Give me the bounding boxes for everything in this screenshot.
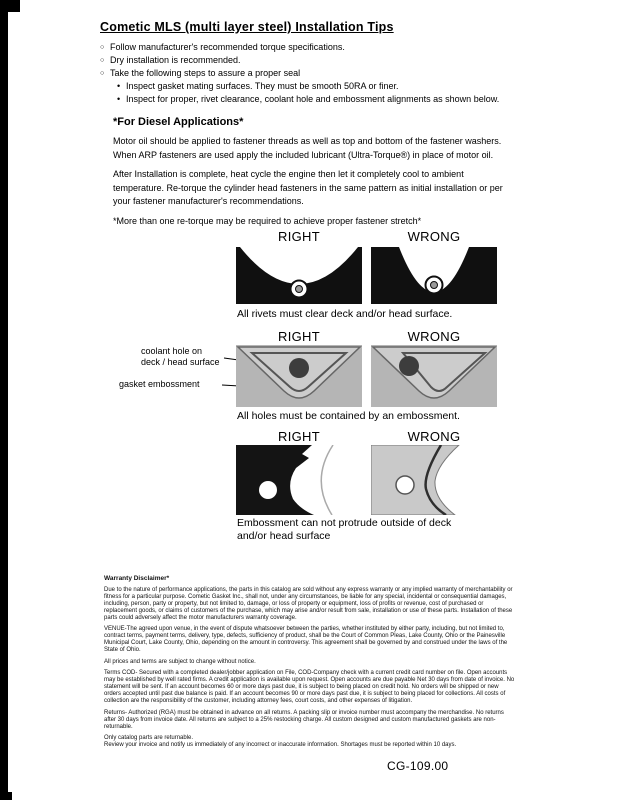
warranty-paragraph: All prices and terms are subject to change without notice.	[104, 658, 256, 665]
paragraph: After Installation is complete, heat cycle the engine then let it completely cool to ambient temperature. Re-torque the cylinder head fasteners in the same pattern as initial installation or per your fastener manufacturer's recommendations.	[113, 169, 503, 206]
diesel-applications-heading: *For Diesel Applications*	[113, 116, 244, 128]
catalog-page-code: CG-109.00	[387, 759, 449, 773]
gasket-embossment-label: gasket embossment	[119, 379, 200, 389]
diesel-applications-section	[113, 135, 515, 234]
rivet-wrong-image	[371, 247, 497, 304]
row2-wrong-header: WRONG	[407, 329, 461, 344]
row1-caption: All rivets must clear deck and/or head surface.	[237, 308, 453, 320]
bullet-marker: ○	[100, 57, 105, 64]
page-title: Cometic MLS (multi layer steel) Installation Tips	[100, 20, 394, 34]
list-item-text: Follow manufacturer's recommended torque specifications.	[110, 42, 345, 52]
bullet-marker: ○	[100, 44, 105, 51]
list-item	[100, 41, 510, 54]
row3-wrong-header: WRONG	[407, 429, 461, 444]
row3-caption: Embossment can not protrude outside of deck and/or head surface	[237, 517, 452, 542]
embossment-right-image	[236, 345, 362, 407]
row1-wrong-header: WRONG	[407, 229, 461, 244]
coolant-hole-label-line2: deck / head surface	[141, 357, 220, 367]
coolant-hole-label-line1: coolant hole on	[141, 346, 203, 356]
list-item-text: Take the following steps to assure a proper seal	[110, 68, 301, 78]
warranty-paragraph: Review your invoice and notify us immediately of any incorrect or inaccurate information. Shortages must be reported within 10 days.	[104, 742, 457, 748]
warranty-heading: Warranty Disclaimer*	[104, 575, 170, 582]
list-item	[100, 54, 510, 67]
list-item	[117, 80, 510, 93]
protrusion-right-image	[236, 445, 362, 515]
list-item-text: Inspect for proper, rivet clearance, coolant hole and embossment alignments as shown below.	[126, 94, 500, 104]
left-edge-scan-bar	[0, 0, 8, 800]
warranty-paragraph: Only catalog parts are returnable.	[104, 735, 194, 741]
coolant-hole-label	[141, 346, 231, 368]
row1-right-header: RIGHT	[278, 229, 320, 244]
warranty-paragraph: Terms COD- Secured with a completed dealer/jobber application on File, COD-Company check with a current credit card number on file. Open accounts may be established by well rated firms. A credit application is available upon request. Open accounts are due payable Net 30 days from date of invoice. No statement will be sent. If an account becomes 60 or more days past due, it is subject to being placed on credit hold. No orders will be shipped or new orders accepted until past due balance is paid. If an account becomes 90 or more days past due, it is subject to being placed for collections. All costs of collection are the responsibility of the customer, including attorney fees, court costs, and other expenses of litigation.	[104, 670, 515, 704]
rivet-right-image	[236, 247, 362, 304]
top-left-scan-mark	[0, 0, 20, 12]
bullet-marker: •	[117, 94, 121, 104]
list-item	[117, 93, 510, 106]
list-item-text: Inspect gasket mating surfaces. They must be smooth 50RA or finer.	[126, 81, 399, 91]
warranty-paragraph: VENUE-The agreed upon venue, in the event of dispute whatsoever between the parties, whether instituted by either party, including, but not limited to, contract terms, payment terms, delivery, type, defects, sufficiency of product, shall be the Court of Common Pleas, Lake County, Ohio or the Painesville Municipal Court, Lake County, Ohio, depending on the amount in controversy. This agreement shall be governed by and construed under the laws of the State of Ohio.	[104, 626, 508, 653]
warranty-disclaimer-section	[104, 575, 516, 749]
row2-caption: All holes must be contained by an embossment.	[237, 410, 460, 422]
bottom-left-scan-mark	[0, 792, 12, 800]
warranty-paragraph: Returns- Authorized (RGA) must be obtained in advance on all returns. A packing slip or invoice number must accompany the merchandise. No returns after 30 days from invoice date. All returns are subject to a 25% restocking charge. All custom designed and custom manufactured gaskets are non-returnable.	[104, 709, 504, 730]
installation-tips-list	[100, 41, 510, 106]
row3-right-header: RIGHT	[278, 429, 320, 444]
list-item	[100, 67, 510, 80]
list-item-text: Dry installation is recommended.	[110, 55, 241, 65]
warranty-paragraph: Due to the nature of performance applications, the parts in this catalog are sold without any express warranty or any implied warranty of merchantability or fitness for a particular purpose. Cometic Gasket Inc., shall not, under any circumstances, be liable for any special, incidental or consequential damages, including, person, party or property, but not limited to, damage, or loss of property or equipment, loss of profits or revenue, cost of purchased or replacement goods, or claims of customers of the purchase, which may arise and/or result from sale, installation or use of these parts. Installation of these parts could adversely affect the motor manufacturers warranty coverage.	[104, 586, 513, 621]
embossment-wrong-image	[371, 345, 497, 407]
bullet-marker: ○	[100, 70, 105, 77]
protrusion-wrong-image	[371, 445, 497, 515]
retorque-note: *More than one re-torque may be required to achieve proper fastener stretch*	[113, 215, 422, 226]
paragraph: Motor oil should be applied to fastener threads as well as top and bottom of the fastener washers. When ARP fasteners are used apply the included lubricant (Ultra-Torque®) in place of motor oil.	[113, 136, 502, 160]
bullet-marker: •	[117, 81, 121, 91]
row2-right-header: RIGHT	[278, 329, 320, 344]
